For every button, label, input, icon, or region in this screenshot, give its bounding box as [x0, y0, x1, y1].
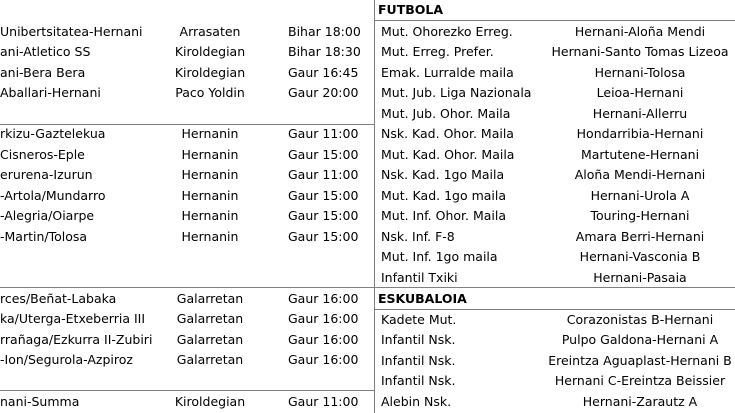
futbola-category: Mut. Erreg. Prefer.	[381, 44, 494, 59]
eskubaloia-category: Kadete Mut.	[381, 312, 457, 327]
eskubaloia-category: Infantil Nsk.	[381, 332, 456, 347]
left-venue: Hernanin	[181, 167, 239, 182]
left-match: Aballari-Hernani	[0, 85, 101, 100]
left-match: nani-Summa	[0, 394, 80, 409]
left-time: Gaur 15:00	[288, 147, 359, 162]
futbola-category: Nsk. Kad. 1go Maila	[381, 167, 505, 182]
eskubaloia-category: Infantil Nsk.	[381, 353, 456, 368]
eskubaloia-title: ESKUBALOIA	[378, 291, 467, 306]
left-group-separator	[0, 287, 374, 288]
left-time: Bihar 18:30	[288, 44, 361, 59]
left-venue: Galarretan	[176, 311, 244, 326]
futbola-category: Infantil Txiki	[381, 270, 458, 285]
left-match: Unibertsitatea-Hernani	[0, 24, 143, 39]
left-match: ka/Uterga-Etxeberria III	[0, 311, 146, 326]
futbola-match: Hernani-Tolosa	[594, 65, 686, 80]
left-time: Gaur 20:00	[288, 85, 359, 100]
left-match: erurena-Izurun	[0, 167, 93, 182]
eskubaloia-match: Ereintza Aguaplast-Hernani B	[548, 353, 732, 368]
left-time: Gaur 16:00	[288, 352, 359, 367]
left-time: Gaur 15:00	[288, 208, 359, 223]
left-match: -Martin/Tolosa	[0, 229, 88, 244]
left-venue: Kiroldegian	[174, 65, 246, 80]
eskubaloia-category: Alebin Nsk.	[381, 394, 452, 409]
left-match: -Artola/Mundarro	[0, 188, 106, 203]
futbola-category: Nsk. Kad. Ohor. Maila	[381, 126, 514, 141]
eskubaloia-match: Hernani-Zarautz A	[582, 394, 698, 409]
column-divider	[374, 0, 375, 413]
futbola-match: Hernani-Vasconia B	[579, 249, 701, 264]
futbola-match: Leioa-Hernani	[596, 85, 684, 100]
futbola-match: Hernani-Pasaia	[593, 270, 687, 285]
left-time: Gaur 16:00	[288, 332, 359, 347]
left-venue: Galarretan	[176, 352, 244, 367]
left-match: -Alegria/Oiarpe	[0, 208, 95, 223]
futbola-category: Nsk. Inf. F-8	[381, 229, 455, 244]
left-time: Gaur 15:00	[288, 188, 359, 203]
left-match: ani-Bera Bera	[0, 65, 86, 80]
left-venue: Galarretan	[176, 291, 244, 306]
left-venue: Kiroldegian	[174, 44, 246, 59]
left-venue: Hernanin	[181, 147, 239, 162]
left-time: Gaur 11:00	[288, 394, 359, 409]
left-venue: Hernanin	[181, 229, 239, 244]
left-venue: Galarretan	[176, 332, 244, 347]
futbola-category: Mut. Kad. 1go maila	[381, 188, 507, 203]
eskubaloia-category: Infantil Nsk.	[381, 373, 456, 388]
left-match: rkizu-Gaztelekua	[0, 126, 106, 141]
futbola-match: Aloña Mendi-Hernani	[574, 167, 706, 182]
futbola-match: Martutene-Hernani	[580, 147, 700, 162]
futbola-match: Hernani-Santo Tomas Lizeoa	[551, 44, 729, 59]
eskubaloia-match: Hernani C-Ereintza Beissier	[554, 373, 726, 388]
left-time: Gaur 15:00	[288, 229, 359, 244]
left-time: Gaur 16:45	[288, 65, 359, 80]
futbola-title: FUTBOLA	[378, 2, 444, 17]
futbola-category: Mut. Jub. Liga Nazionala	[381, 85, 532, 100]
futbola-category: Mut. Inf. Ohor. Maila	[381, 208, 506, 223]
eskubaloia-match: Corazonistas B-Hernani	[566, 312, 714, 327]
left-venue: Arrasaten	[179, 24, 241, 39]
left-match: rrañaga/Ezkurra II-Zubiri	[0, 332, 153, 347]
left-match: -Ion/Segurola-Azpiroz	[0, 352, 133, 367]
left-time: Bihar 18:00	[288, 24, 361, 39]
left-match: Cisneros-Eple	[0, 147, 85, 162]
futbola-title-underline	[374, 20, 735, 21]
futbola-category: Mut. Inf. 1go maila	[381, 249, 498, 264]
left-venue: Hernanin	[181, 208, 239, 223]
left-venue: Hernanin	[181, 188, 239, 203]
left-venue: Paco Yoldin	[175, 85, 245, 100]
futbola-category: Mut. Ohorezko Erreg.	[381, 24, 513, 39]
left-time: Gaur 16:00	[288, 291, 359, 306]
left-group-separator	[0, 390, 374, 391]
futbola-category: Mut. Kad. Ohor. Maila	[381, 147, 515, 162]
eskubaloia-match: Pulpo Galdona-Hernani A	[561, 332, 719, 347]
futbola-match: Hernani-Allerru	[592, 106, 688, 121]
left-venue: Kiroldegian	[174, 394, 246, 409]
futbola-match: Amara Berri-Hernani	[575, 229, 705, 244]
left-venue: Hernanin	[181, 126, 239, 141]
futbola-match: Hernani-Aloña Mendi	[574, 24, 706, 39]
futbola-category: Mut. Jub. Ohor. Maila	[381, 106, 511, 121]
left-time: Gaur 11:00	[288, 126, 359, 141]
futbola-match: Hondarribia-Hernani	[576, 126, 704, 141]
left-match: rces/Beñat-Labaka	[0, 291, 117, 306]
left-time: Gaur 16:00	[288, 311, 359, 326]
futbola-match: Hernani-Urola A	[590, 188, 690, 203]
futbola-match: Touring-Hernani	[590, 208, 690, 223]
left-time: Gaur 11:00	[288, 167, 359, 182]
futbola-category: Emak. Lurralde maila	[381, 65, 514, 80]
left-match: ani-Atletico SS	[0, 44, 91, 59]
